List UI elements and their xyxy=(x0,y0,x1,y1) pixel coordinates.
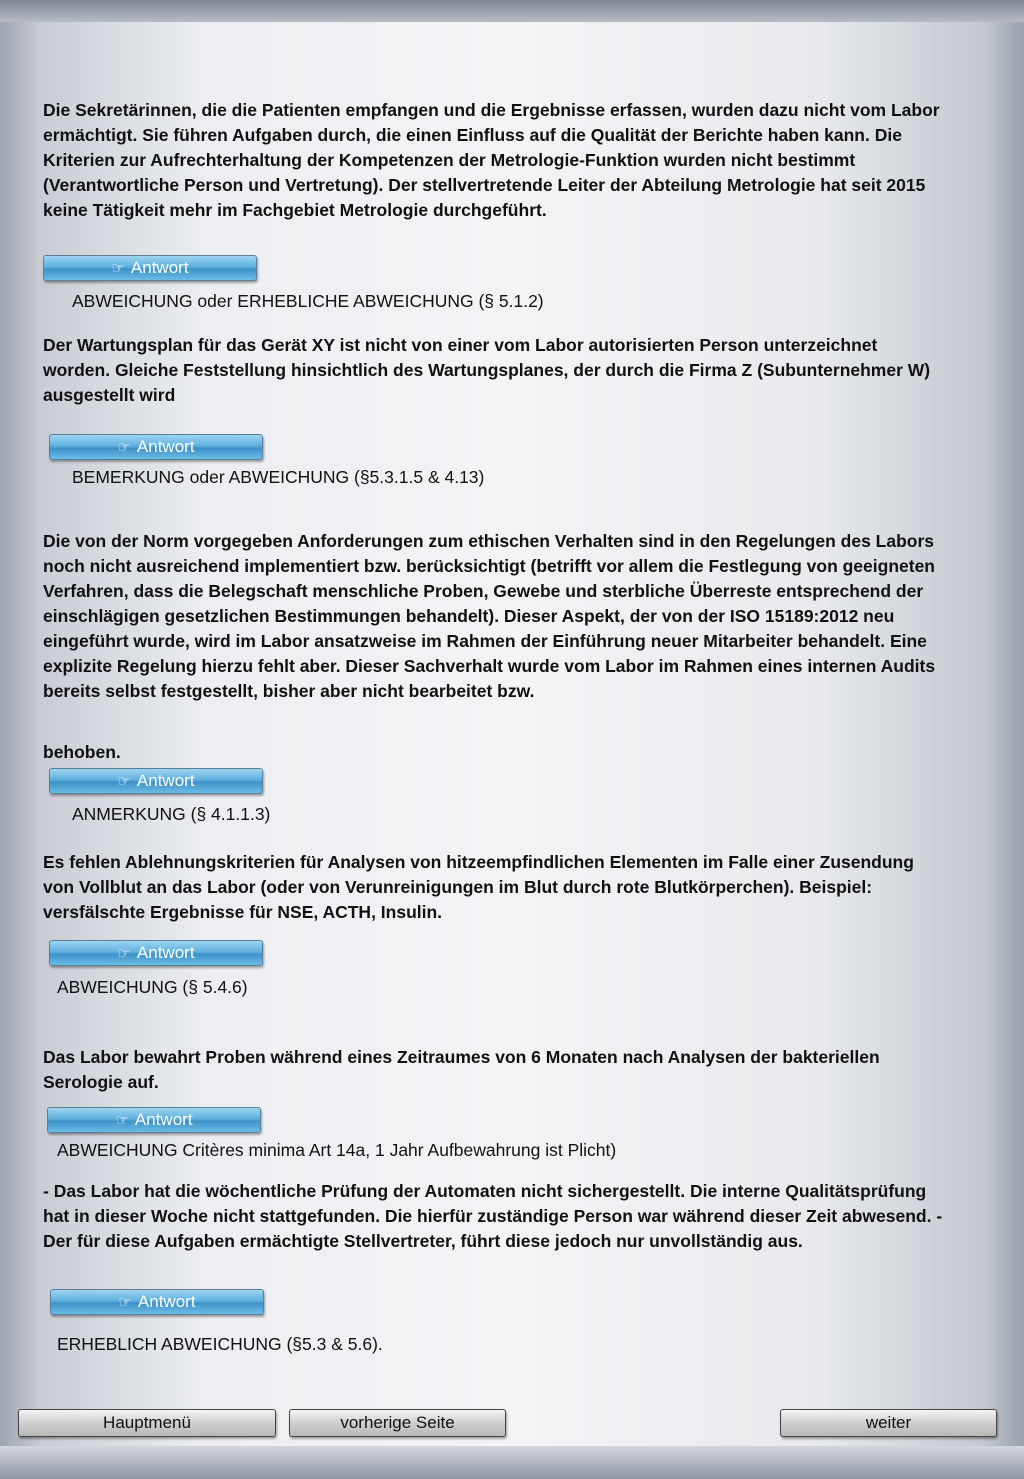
previous-page-button[interactable]: vorherige Seite xyxy=(289,1409,506,1437)
question-5-text: Das Labor bewahrt Proben während eines Zeitraumes von 6 Monaten nach Analysen der bakteriellen Serologie auf. xyxy=(43,1047,880,1092)
pointing-hand-icon: ☞ xyxy=(117,772,131,790)
pointing-hand-icon: ☞ xyxy=(115,1111,129,1129)
answer-5-text: ABWEICHUNG Critères minima Art 14a, 1 Jahr Aufbewahrung ist Plicht) xyxy=(57,1140,617,1160)
answer-1-text: ABWEICHUNG oder ERHEBLICHE ABWEICHUNG (§ 5.1.2) xyxy=(72,291,544,311)
answer-button-2[interactable] xyxy=(49,434,263,460)
answer-button-label: Antwort xyxy=(136,437,195,456)
question-6-text: - Das Labor hat die wöchentliche Prüfung der Automaten nicht sichergestellt. Die interne Qualitätsprüfung hat in dieser Woche nicht stattgefunden. Die hierfür zuständige Person war während dieser Zeit abwesend. - Der für diese Aufgaben ermächtigte Stellvertreter, führt diese jedoch nur unvollständig aus. xyxy=(43,1181,943,1251)
question-2-text: Der Wartungsplan für das Gerät XY ist nicht von einer vom Labor autorisierten Person unterzeichnet worden. Gleiche Feststellung hinsichtlich des Wartungsplanes, der durch die Firma Z (Subunternehmer W) ausgestellt wird xyxy=(43,335,931,405)
answer-button-label: Antwort xyxy=(137,1292,196,1311)
pointing-hand-icon: ☞ xyxy=(111,259,125,277)
pointing-hand-icon: ☞ xyxy=(117,944,131,962)
question-3-text: Die von der Norm vorgegeben Anforderungen zum ethischen Verhalten sind in den Regelungen des Labors noch nicht ausreichend implementiert bzw. berücksichtigt (betrifft vor allem die Festlegung von geeigneten Verfahren, dass die Belegschaft menschliche Proben, Gewebe und sterbliche Überreste entsprechend der einschlägigen gesetzlichen Bestimmungen behandelt). Dieser Aspekt, der von der ISO 15189:2012 neu eingeführt wurde, wird im Labor ansatzweise im Rahmen der Einführung neuer Mitarbeiter behandelt. Eine explizite Regelung hierzu fehlt aber. Dieser Sachverhalt wurde vom Labor im Rahmen eines internen Audits bereits selbst festgestellt, bisher aber nicht bearbeitet bzw. xyxy=(43,531,936,701)
answer-button-label: Antwort xyxy=(134,1110,193,1129)
answer-3-text: ANMERKUNG (§ 4.1.1.3) xyxy=(72,804,271,824)
top-bar xyxy=(0,0,1024,22)
answer-button-1[interactable] xyxy=(43,255,257,281)
bottom-bar xyxy=(0,1446,1024,1479)
pointing-hand-icon: ☞ xyxy=(118,1293,132,1311)
question-4-text: Es fehlen Ablehnungskriterien für Analysen von hitzeempfindlichen Elementen im Falle einer Zusendung von Vollblut an das Labor (oder von Verunreinigungen im Blut durch rote Blutkörperchen). Beispiel: versfälschte Ergebnisse für NSE, ACTH, Insulin. xyxy=(43,852,914,922)
answer-6-text: ERHEBLICH ABWEICHUNG (§5.3 & 5.6). xyxy=(57,1334,383,1354)
answer-button-label: Antwort xyxy=(136,771,195,790)
answer-button-4[interactable] xyxy=(49,940,263,966)
answer-button-3[interactable] xyxy=(49,768,263,794)
question-1-text: Die Sekretärinnen, die die Patienten empfangen und die Ergebnisse erfassen, wurden dazu nicht vom Labor ermächtigt. Sie führen Aufgaben durch, die einen Einfluss auf die Qualität der Berichte haben kann. Die Kriterien zur Aufrechterhaltung der Kompetenzen der Metrologie-Funktion wurden nicht bestimmt (Verantwortliche Person und Vertretung). Der stellvertretende Leiter der Abteilung Metrologie hat seit 2015 keine Tätigkeit mehr im Fachgebiet Metrologie durchgeführt. xyxy=(43,100,940,220)
main-menu-button[interactable]: Hauptmenü xyxy=(18,1409,276,1437)
answer-button-6[interactable] xyxy=(50,1289,264,1315)
question-3-text-tail: behoben. xyxy=(43,742,121,762)
pointing-hand-icon: ☞ xyxy=(117,438,131,456)
answer-button-label: Antwort xyxy=(130,258,189,277)
next-page-button[interactable]: weiter xyxy=(780,1409,997,1437)
answer-button-5[interactable] xyxy=(47,1107,261,1133)
answer-2-text: BEMERKUNG oder ABWEICHUNG (§5.3.1.5 & 4.13) xyxy=(72,467,485,487)
answer-button-label: Antwort xyxy=(136,943,195,962)
answer-4-text: ABWEICHUNG (§ 5.4.6) xyxy=(57,977,248,997)
